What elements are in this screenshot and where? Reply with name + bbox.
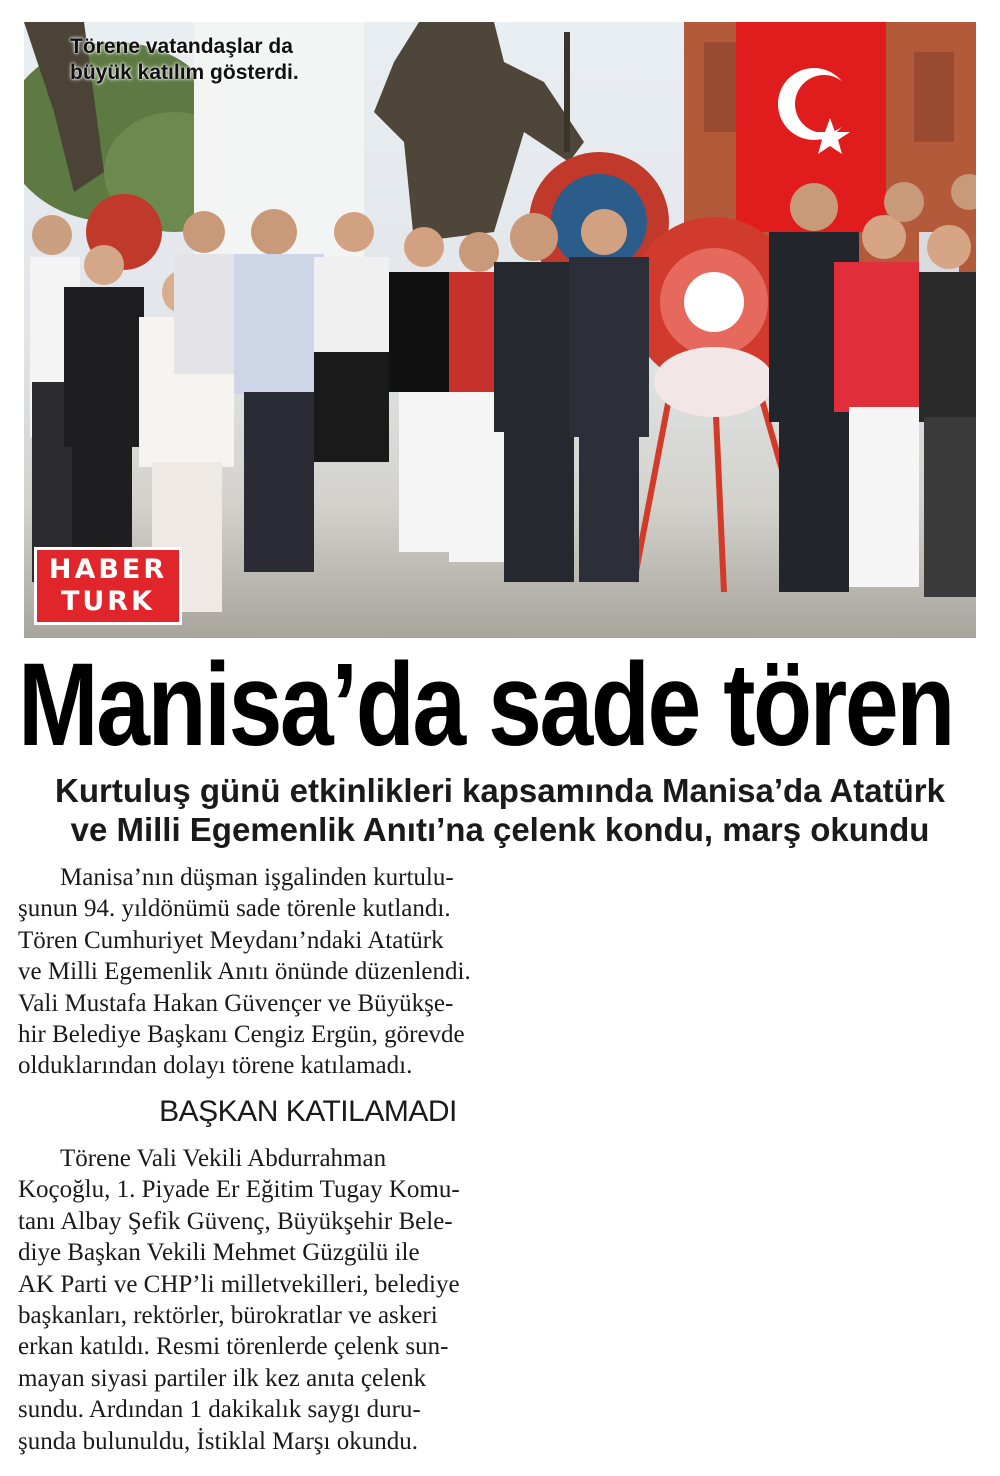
- body-line: şunda bulunuldu, İstiklal Marşı okundu.: [18, 1427, 418, 1455]
- body-line: erkan katıldı. Resmi törenlerde çelenk sun-: [18, 1333, 449, 1361]
- photo-caption-line: Törene vatandaşlar da: [70, 35, 293, 58]
- deck-line: ve Milli Egemenlik Anıtı’na çelenk kondu, marş okundu: [70, 811, 930, 848]
- photo-caption-line: büyük katılım gösterdi.: [70, 61, 299, 84]
- body-line: Törene Vali Vekili Abdurrahman: [60, 1145, 387, 1172]
- ceremony-photo: [24, 22, 976, 638]
- body-line: olduklarından dolayı törene katılamadı.: [18, 1052, 413, 1080]
- ceremony-photo-illustration: [24, 22, 976, 638]
- body-line: tanı Albay Şefik Güvenç, Büyükşehir Bele-: [18, 1207, 453, 1235]
- article-paragraph-2: [18, 1143, 598, 1457]
- body-line: Tören Cumhuriyet Meydanı’ndaki Atatürk: [18, 926, 444, 954]
- logo-line-2: TURK: [60, 586, 156, 617]
- body-line: mayan siyasi partiler ilk kez anıta çelenk: [18, 1364, 427, 1392]
- body-line: diye Başkan Vekili Mehmet Güzgülü ile: [18, 1239, 420, 1267]
- body-line: Vali Mustafa Hakan Güvençer ve Büyükşe-: [18, 989, 454, 1017]
- body-line: AK Parti ve CHP’li milletvekilleri, belediye: [18, 1270, 460, 1298]
- body-line: sundu. Ardından 1 dakikalık saygı duru-: [18, 1396, 421, 1424]
- deck-line: Kurtuluş günü etkinlikleri kapsamında Manisa’da Atatürk: [55, 772, 945, 809]
- body-line: Manisa’nın düşman işgalinden kurtulu-: [60, 864, 454, 891]
- haberturk-logo: [34, 547, 182, 625]
- body-line: şunun 94. yıldönümü sade törenle kutlandı.: [18, 895, 451, 923]
- section-subheading: BAŞKAN KATILAMADI: [159, 1095, 457, 1128]
- body-line: başkanları, rektörler, bürokratlar ve askeri: [18, 1302, 438, 1330]
- logo-line-1: HABER: [48, 554, 168, 585]
- photo-caption: [70, 34, 299, 86]
- body-line: Koçoğlu, 1. Piyade Er Eğitim Tugay Komu-: [18, 1176, 460, 1204]
- body-line: ve Milli Egemenlik Anıtı önünde düzenlendi.: [18, 958, 471, 986]
- article-headline: Manisa’da sade tören: [18, 639, 953, 771]
- body-line: hir Belediye Başkanı Cengiz Ergün, görevde: [18, 1021, 465, 1049]
- article-deck: [0, 771, 1000, 849]
- article-paragraph-1: [18, 862, 598, 1082]
